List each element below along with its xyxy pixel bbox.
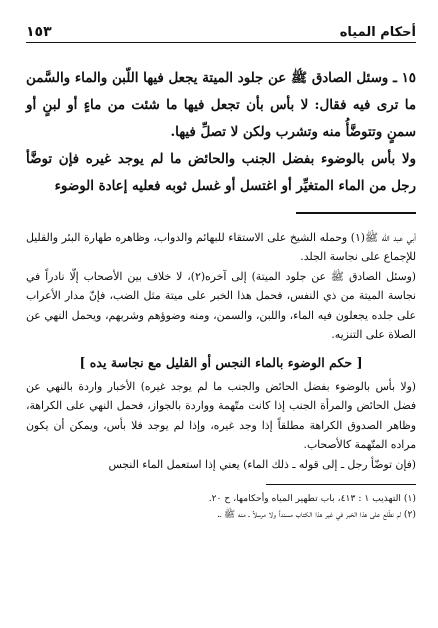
commentary-paragraph: (ولا بأس بالوضوء بفضل الحائض والجنب ما لم يوجد غيره) الأخبار واردة بالنهي عن فضل الحائض والمرأة الجنب إذا كانت متّهمة وواردة بالجواز، فحمل النهي على الكراهة، وظاهر الصدوق الكراهة مطلقاً إذا وجد غيره، وإذا لم يوجد فلا بأس، ويمكن أن يكون مراده المتّهمة كالأصحاب. — [26, 379, 416, 451]
page-number: ١٥٣ — [26, 24, 52, 40]
main-paragraph: ولا بأس بالوضوء بفضل الجنب والحائض ما لم يوجد غيره فإن توضَّأ رجل من الماء المتغيِّر أو اغتسل أو غسل ثوبه فعليه إعادة الوضوء — [26, 151, 416, 194]
document-page — [0, 6, 438, 628]
commentary-paragraph: (فإن توضّأ رجل ـ إلى قوله ـ ذلك الماء) يعني إذا استعمل الماء النجس — [108, 457, 416, 471]
commentary-paragraph: أبي عبد الله ﷺ(١) وحمله الشيخ على الاستقاء للبهائم والدواب، وظاهره طهارة البئر والقليل للإجماع على نجاسة الجلد. — [26, 230, 416, 263]
main-paragraph: ١٥ ـ وسئل الصادق ﷺ عن جلود الميتة يجعل فيها اللّبن والماء والسَّمن ما ترى فيه فقال: لا بأس بأن تجعل فيها ما شئت من ماءٍ أو لبنٍ أو سمنٍ وتتوضَّأُ منه وتشرب ولكن لا تصلِّ فيها. — [26, 70, 416, 140]
footnotes — [26, 491, 416, 523]
main-text — [26, 65, 416, 200]
footnote: (٢) لم نطّلع على هذا الخبر في غير هذا الكتاب مسنداً ولا مرسلاً ـ منه ﷺ ـ. — [216, 509, 416, 520]
section-heading: [ حكم الوضوء بالماء النجس أو القليل مع نجاسة يده ] — [79, 354, 363, 370]
footnote: (١) التهذيب ١ : ٤١٣، باب تطهير المياه وأحكامها، ح ٢٠. — [208, 493, 416, 504]
separator-rule — [296, 212, 416, 214]
commentary-paragraph: (وسئل الصادق ﷺ عن جلود الميتة) إلى آخره(٢)، لا خلاف بين الأصحاب إلّا نادراً في نجاسة الميتة من ذي النفس، فحمل هذا الخبر على ميتة مثل الضب، فإنّ مدار الأعراب على جلده يجعلون فيه الماء، واللبن، والسمن، ومنه وضوؤهم وشربهم، ويحمل النهي عن الصلاة على التنزيه. — [26, 269, 416, 341]
footnote-rule — [266, 484, 416, 485]
running-title: أحكام المياه — [339, 25, 416, 40]
commentary — [26, 228, 416, 475]
page-header — [26, 6, 416, 43]
